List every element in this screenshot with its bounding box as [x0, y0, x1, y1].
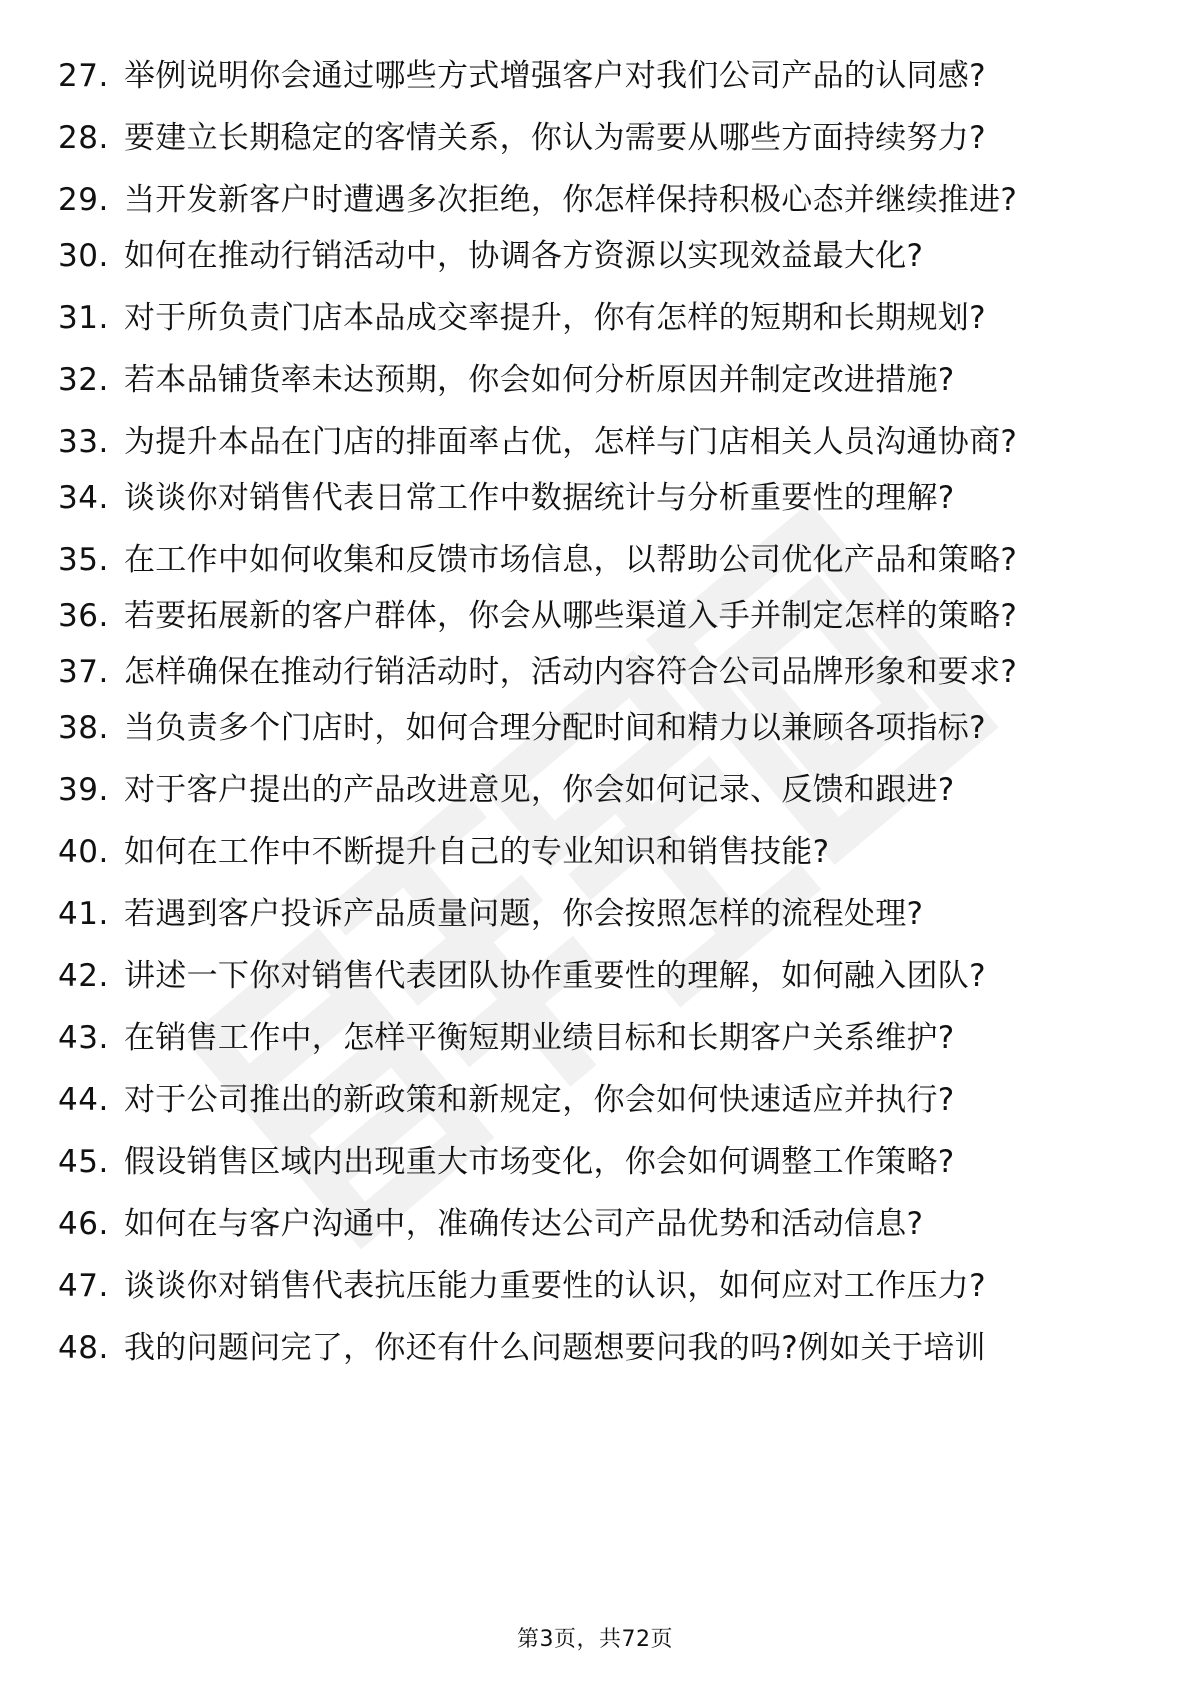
question-number: 38.	[58, 710, 109, 746]
question-item-38	[58, 704, 1138, 752]
question-item-27	[58, 52, 1138, 100]
question-number: 47.	[58, 1268, 109, 1304]
question-number: 44.	[58, 1082, 109, 1118]
question-number: 35.	[58, 542, 109, 578]
question-number: 42.	[58, 958, 109, 994]
question-number: 45.	[58, 1144, 109, 1180]
question-number: 43.	[58, 1020, 109, 1056]
question-text: 谈谈你对销售代表抗压能力重要性的认识，如何应对工作压力?	[124, 1268, 986, 1304]
question-item-35	[58, 536, 1138, 584]
question-text: 要建立长期稳定的客情关系，你认为需要从哪些方面持续努力?	[124, 120, 986, 156]
question-number: 40.	[58, 834, 109, 870]
question-item-39	[58, 766, 1138, 814]
question-number: 37.	[58, 654, 109, 690]
question-number: 33.	[58, 424, 109, 460]
question-text: 若本品铺货率未达预期，你会如何分析原因并制定改进措施?	[124, 362, 955, 398]
question-item-44	[58, 1076, 1138, 1124]
question-item-28	[58, 114, 1138, 162]
question-text: 当开发新客户时遭遇多次拒绝，你怎样保持积极心态并继续推进?	[124, 182, 1018, 218]
question-text: 为提升本品在门店的排面率占优，怎样与门店相关人员沟通协商?	[124, 424, 1018, 460]
question-text: 对于公司推出的新政策和新规定，你会如何快速适应并执行?	[124, 1082, 955, 1118]
question-text: 谈谈你对销售代表日常工作中数据统计与分析重要性的理解?	[124, 480, 955, 516]
question-item-42	[58, 952, 1138, 1000]
question-number: 28.	[58, 120, 109, 156]
question-number: 34.	[58, 480, 109, 516]
question-text: 若遇到客户投诉产品质量问题，你会按照怎样的流程处理?	[124, 896, 924, 932]
question-item-46	[58, 1200, 1138, 1248]
question-text: 在工作中如何收集和反馈市场信息，以帮助公司优化产品和策略?	[124, 542, 1018, 578]
question-text: 对于客户提出的产品改进意见，你会如何记录、反馈和跟进?	[124, 772, 955, 808]
question-item-43	[58, 1014, 1138, 1062]
question-item-32	[58, 356, 1138, 404]
question-text: 怎样确保在推动行销活动时，活动内容符合公司品牌形象和要求?	[124, 654, 1018, 690]
question-text: 如何在工作中不断提升自己的专业知识和销售技能?	[124, 834, 830, 870]
question-number: 36.	[58, 598, 109, 634]
question-item-33	[58, 418, 1138, 466]
page-footer: 第3页，共72页	[517, 1627, 673, 1652]
question-text: 当负责多个门店时，如何合理分配时间和精力以兼顾各项指标?	[124, 710, 986, 746]
question-number: 32.	[58, 362, 109, 398]
question-number: 41.	[58, 896, 109, 932]
question-text: 如何在与客户沟通中，准确传达公司产品优势和活动信息?	[124, 1206, 924, 1242]
question-text: 若要拓展新的客户群体，你会从哪些渠道入手并制定怎样的策略?	[124, 598, 1018, 634]
question-item-37	[58, 648, 1138, 696]
question-number: 31.	[58, 300, 109, 336]
question-number: 29.	[58, 182, 109, 218]
question-number: 39.	[58, 772, 109, 808]
question-list	[58, 52, 1138, 1386]
question-item-36	[58, 592, 1138, 640]
question-item-40	[58, 828, 1138, 876]
question-item-48	[58, 1324, 1138, 1372]
question-item-45	[58, 1138, 1138, 1186]
question-text: 假设销售区域内出现重大市场变化，你会如何调整工作策略?	[124, 1144, 955, 1180]
question-number: 48.	[58, 1330, 109, 1366]
question-item-31	[58, 294, 1138, 342]
question-text: 举例说明你会通过哪些方式增强客户对我们公司产品的认同感?	[124, 58, 986, 94]
question-item-30	[58, 232, 1138, 280]
question-item-34	[58, 474, 1138, 522]
question-text: 对于所负责门店本品成交率提升，你有怎样的短期和长期规划?	[124, 300, 986, 336]
question-item-47	[58, 1262, 1138, 1310]
question-number: 46.	[58, 1206, 109, 1242]
question-text: 在销售工作中，怎样平衡短期业绩目标和长期客户关系维护?	[124, 1020, 955, 1056]
question-text: 如何在推动行销活动中，协调各方资源以实现效益最大化?	[124, 238, 924, 274]
question-item-29	[58, 176, 1138, 224]
question-text: 我的问题问完了，你还有什么问题想要问我的吗?例如关于培训	[124, 1330, 986, 1366]
question-item-41	[58, 890, 1138, 938]
question-text: 讲述一下你对销售代表团队协作重要性的理解，如何融入团队?	[124, 958, 986, 994]
question-number: 30.	[58, 238, 109, 274]
question-number: 27.	[58, 58, 109, 94]
